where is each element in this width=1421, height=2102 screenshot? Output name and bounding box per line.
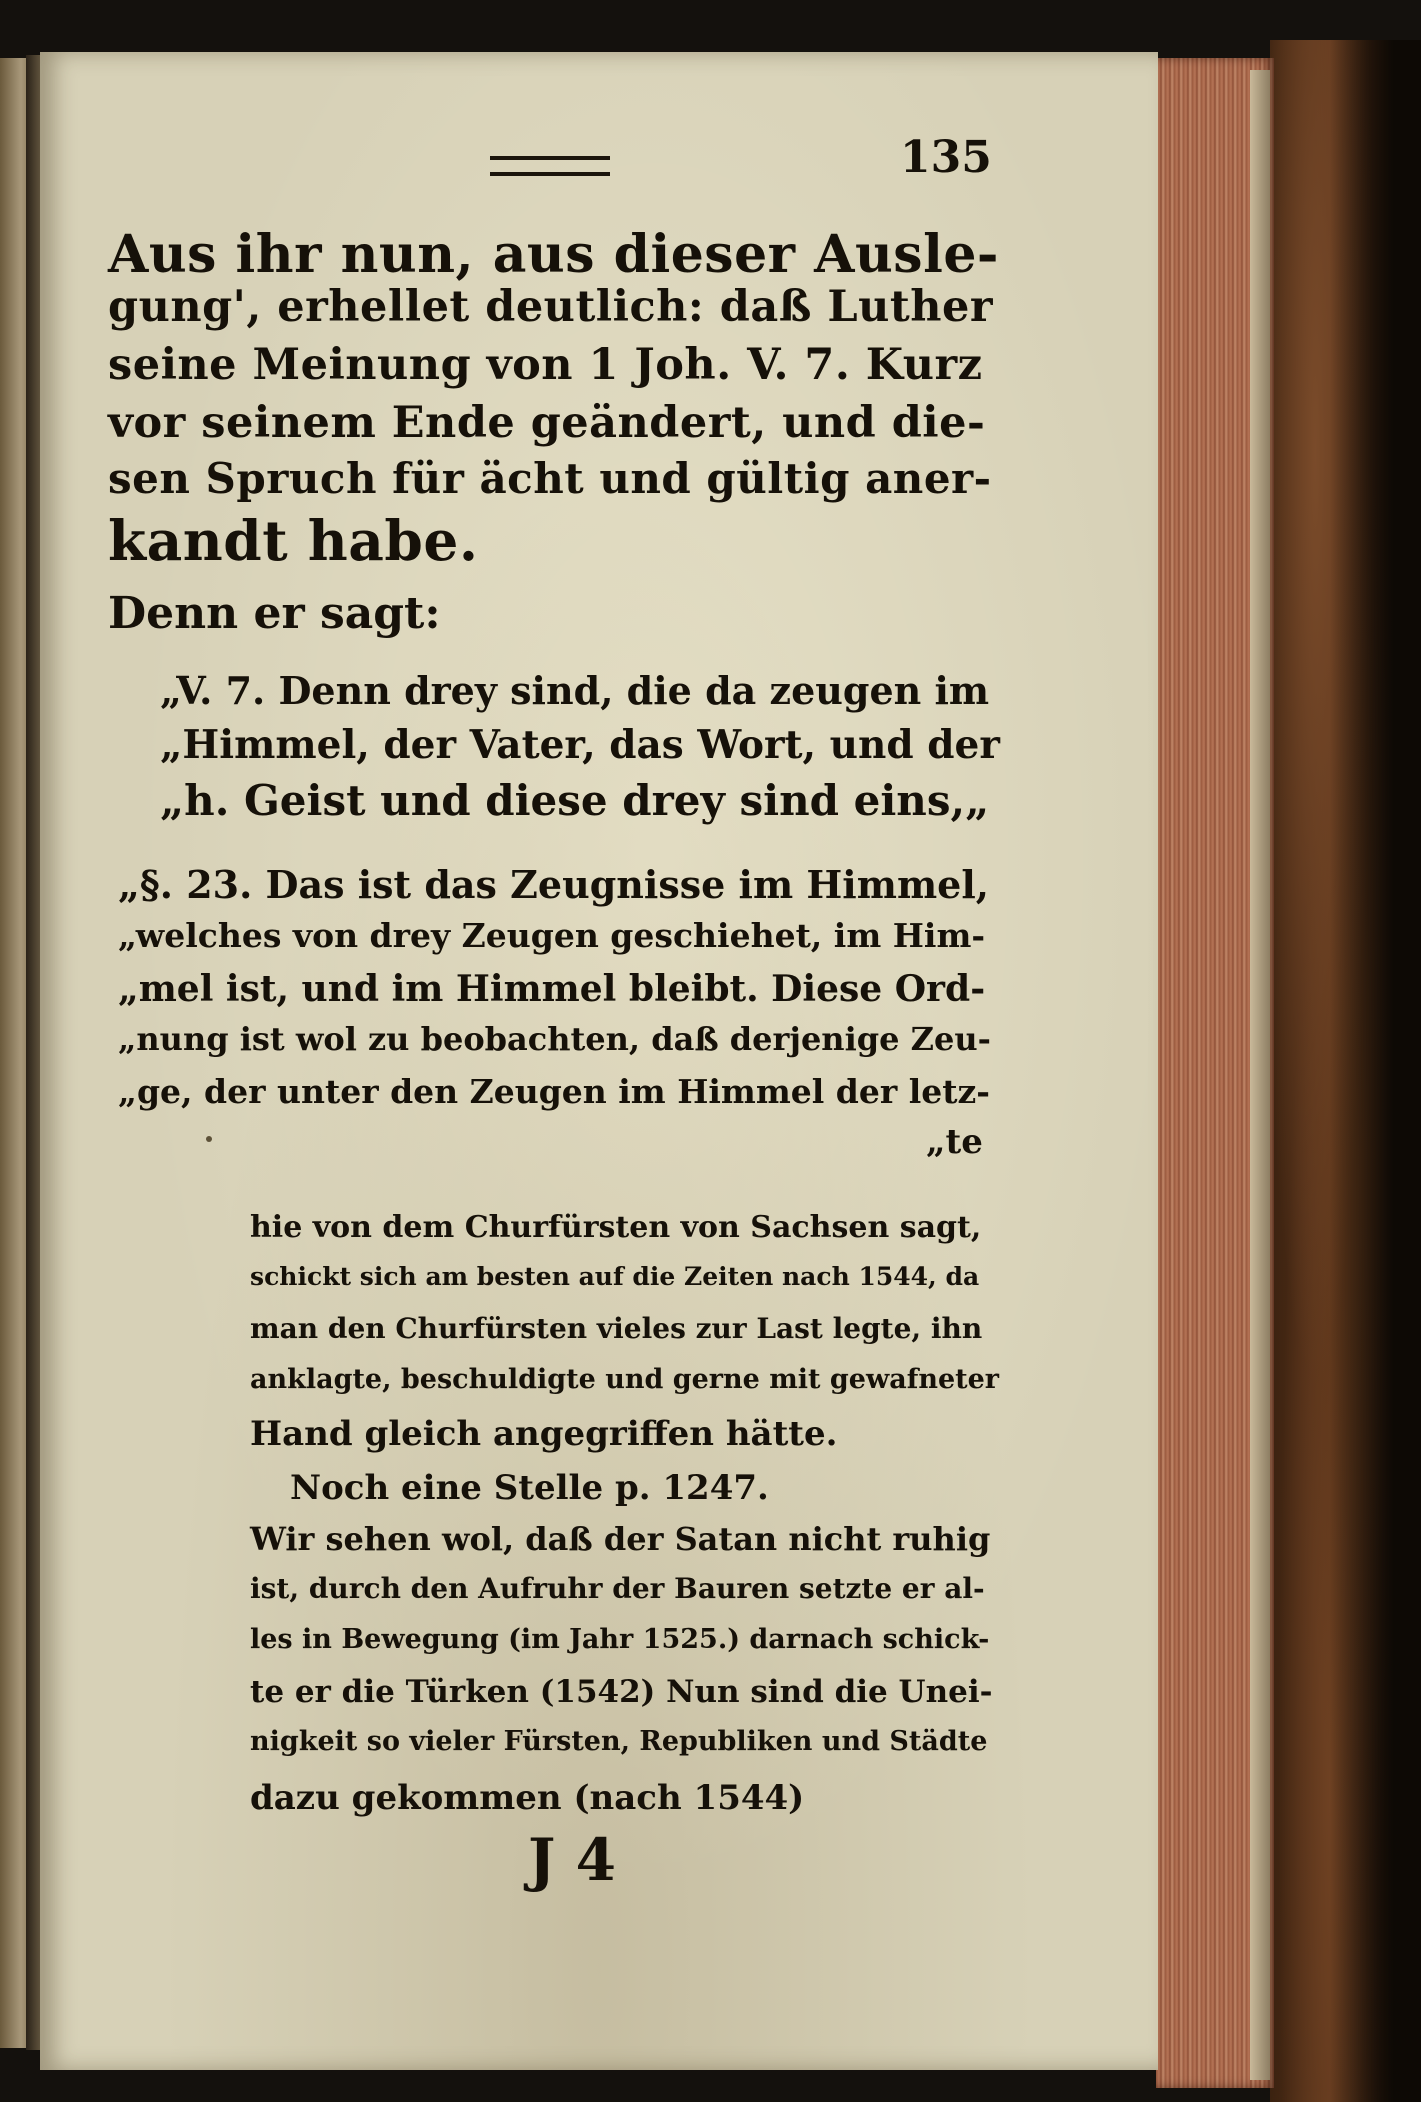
ink-spot (206, 1136, 212, 1142)
quote-line: „h. Geist und diese drey sind eins,„ (160, 776, 990, 825)
paragraph-line: gung', erhellet deutlich: daß Luther (108, 282, 993, 332)
paragraph-line: seine Meinung von 1 Joh. V. 7. Kurz (108, 340, 983, 390)
quote-line: „Himmel, der Vater, das Wort, und der (160, 722, 1000, 768)
quote-line: „V. 7. Denn drey sind, die da zeugen im (160, 668, 990, 713)
quote-line: „welches von drey Zeugen geschiehet, im Him- (118, 916, 986, 955)
footnote-line: ist, durch den Aufruhr der Bauren setzte er al- (250, 1572, 985, 1605)
cover-shadow (1330, 40, 1421, 2102)
footnote-line: dazu gekommen (nach 1544) (250, 1778, 805, 1818)
footnote-line: Noch eine Stelle p. 1247. (290, 1468, 769, 1508)
paragraph-line: Aus ihr nun, aus dieser Ausle- (108, 224, 1000, 285)
paragraph-line: vor seinem Ende geändert, und die- (108, 398, 986, 448)
paragraph-line: Denn er sagt: (108, 588, 441, 639)
header-rule (490, 156, 610, 176)
signature-mark: J 4 (528, 1826, 616, 1894)
footnote-line: les in Bewegung (im Jahr 1525.) darnach schick- (250, 1624, 990, 1655)
page-block-highlight (1250, 70, 1270, 2080)
footnote-line: te er die Türken (1542) Nun sind die Unei- (250, 1674, 993, 1710)
quote-line: „nung ist wol zu beobachten, daß derjenige Zeu- (118, 1020, 991, 1058)
footnote-line: Hand gleich angegriffen hätte. (250, 1414, 838, 1454)
footnote-line: man den Churfürsten vieles zur Last legte, ihn (250, 1312, 983, 1345)
quote-line: „mel ist, und im Himmel bleibt. Diese Ord- (118, 968, 986, 1010)
footnote-line: hie von dem Churfürsten von Sachsen sagt, (250, 1210, 982, 1245)
quote-line: „§. 23. Das ist das Zeugnisse im Himmel, (118, 862, 989, 907)
quote-line: „ge, der unter den Zeugen im Himmel der letz- (118, 1072, 990, 1111)
catchword: „te (926, 1122, 983, 1162)
footnote-line: nigkeit so vieler Fürsten, Republiken und Städte (250, 1726, 988, 1757)
footnote-line: anklagte, beschuldigte und gerne mit gewafneter (250, 1364, 1000, 1395)
footnote-line: Wir sehen wol, daß der Satan nicht ruhig (250, 1520, 991, 1558)
footnote-line: schickt sich am besten auf die Zeiten nach 1544, da (250, 1262, 980, 1291)
paragraph-line: sen Spruch für ächt und gültig aner- (108, 454, 992, 503)
paragraph-line: kandt habe. (108, 508, 479, 573)
page-number: 135 (900, 132, 992, 183)
